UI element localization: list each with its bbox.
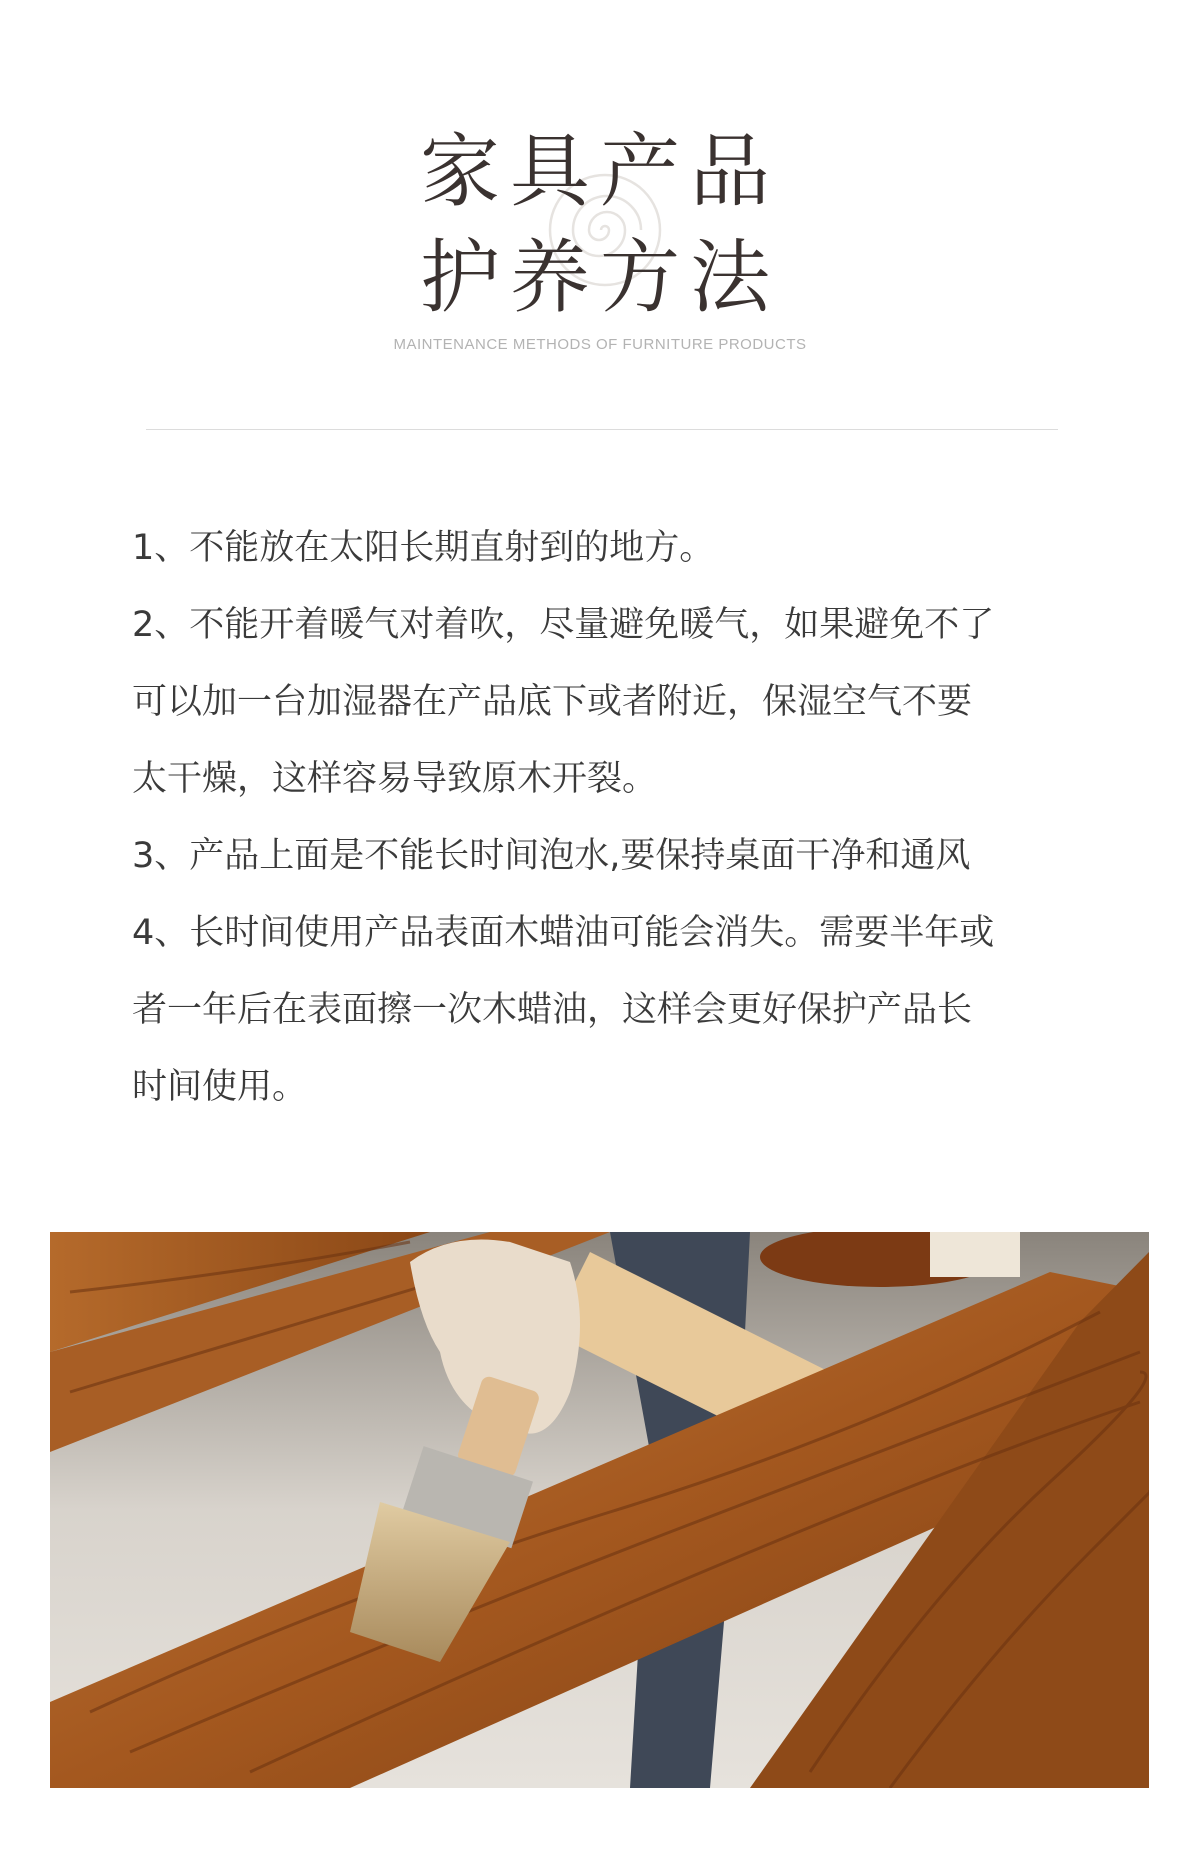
divider-line (146, 429, 1058, 430)
maintenance-tips (132, 510, 1092, 1126)
tip-line: 3、产品上面是不能长时间泡水,要保持桌面干净和通风 (132, 836, 971, 876)
page-header (0, 0, 1200, 440)
page-subtitle: MAINTENANCE METHODS OF FURNITURE PRODUCTS (393, 336, 807, 353)
wood-oiling-photo (50, 1232, 1149, 1788)
tip-line: 者一年后在表面擦一次木蜡油，这样会更好保护产品长 (132, 990, 973, 1030)
tip-line: 太干燥，这样容易导致原木开裂。 (132, 759, 658, 799)
tip-line: 2、不能开着暖气对着吹，尽量避免暖气，如果避免不了 (132, 605, 995, 645)
tip-line: 4、长时间使用产品表面木蜡油可能会消失。需要半年或 (132, 913, 995, 953)
page-title-line1: 家具产品 (420, 125, 780, 218)
page-title-line2: 护养方法 (420, 231, 780, 324)
tip-line: 可以加一台加湿器在产品底下或者附近，保湿空气不要 (132, 682, 973, 722)
brush-on-wood-image (50, 1232, 1149, 1788)
tip-line: 1、不能放在太阳长期直射到的地方。 (132, 528, 715, 568)
tip-line: 时间使用。 (132, 1067, 308, 1107)
